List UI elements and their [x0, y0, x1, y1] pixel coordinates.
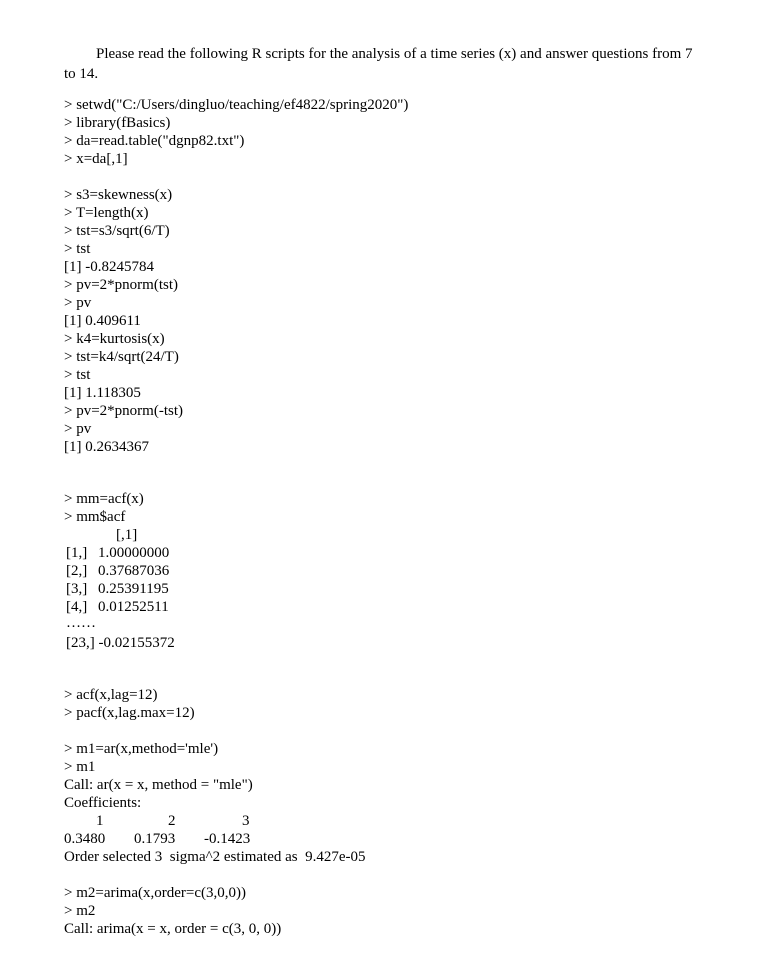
- acf-ellipsis: ……: [66, 615, 96, 631]
- code-line: > m2: [64, 903, 96, 919]
- ar-call-line: Call: ar(x = x, method = "mle"): [64, 777, 253, 793]
- acf-row-value: 1.00000000: [98, 545, 170, 561]
- code-line: > pv: [64, 295, 92, 311]
- code-line: > da=read.table("dgnp82.txt"): [64, 133, 245, 149]
- arima-call-line: Call: arima(x = x, order = c(3, 0, 0)): [64, 921, 282, 937]
- coefficient-value: 0.1793: [134, 831, 176, 847]
- code-line: > mm=acf(x): [64, 491, 144, 507]
- output-line: [1] -0.8245784: [64, 259, 154, 275]
- code-line: > T=length(x): [64, 205, 149, 221]
- code-line: > library(fBasics): [64, 115, 171, 131]
- intro-paragraph: [64, 44, 724, 84]
- acf-row-index: [2,]: [66, 563, 88, 579]
- coefficient-label: 1: [96, 813, 104, 829]
- code-line: > acf(x,lag=12): [64, 687, 158, 703]
- code-line: > pv=2*pnorm(-tst): [64, 403, 183, 419]
- coefficient-label: 3: [242, 813, 250, 829]
- code-line: > tst: [64, 241, 91, 257]
- code-line: > m1: [64, 759, 96, 775]
- acf-row-value: 0.37687036: [98, 563, 170, 579]
- acf-row-value: 0.25391195: [98, 581, 169, 597]
- code-line: > pacf(x,lag.max=12): [64, 705, 195, 721]
- acf-row-value: 0.01252511: [98, 599, 169, 615]
- code-line: > pv=2*pnorm(tst): [64, 277, 178, 293]
- code-line: > s3=skewness(x): [64, 187, 173, 203]
- coefficient-value: -0.1423: [204, 831, 251, 847]
- acf-row-index: [1,]: [66, 545, 88, 561]
- code-line: > m1=ar(x,method='mle'): [64, 741, 219, 757]
- code-line: > pv: [64, 421, 92, 437]
- output-line: [1] 1.118305: [64, 385, 141, 401]
- code-line: > k4=kurtosis(x): [64, 331, 165, 347]
- output-line: [1] 0.409611: [64, 313, 141, 329]
- code-line: > setwd("C:/Users/dingluo/teaching/ef4822/spring2020"): [64, 97, 409, 113]
- intro-line-1: Please read the following R scripts for the analysis of a time series (x) and answer questions from 7: [96, 46, 693, 62]
- code-line: > tst=k4/sqrt(24/T): [64, 349, 179, 365]
- acf-row-index: [3,]: [66, 581, 88, 597]
- coefficient-label: 2: [168, 813, 176, 829]
- coefficients-title: Coefficients:: [64, 795, 142, 811]
- code-line: > mm$acf: [64, 509, 126, 525]
- intro-line-2: to 14.: [64, 66, 99, 82]
- code-line: > tst: [64, 367, 91, 383]
- code-line: > x=da[,1]: [64, 151, 128, 167]
- acf-last-row: [23,] -0.02155372: [66, 635, 175, 651]
- code-line: > m2=arima(x,order=c(3,0,0)): [64, 885, 246, 901]
- acf-column-header: [,1]: [116, 527, 138, 543]
- output-line: [1] 0.2634367: [64, 439, 149, 455]
- code-line: > tst=s3/sqrt(6/T): [64, 223, 170, 239]
- coefficient-value: 0.3480: [64, 831, 106, 847]
- order-selected-line: Order selected 3 sigma^2 estimated as 9.427e-05: [64, 849, 366, 865]
- acf-row-index: [4,]: [66, 599, 88, 615]
